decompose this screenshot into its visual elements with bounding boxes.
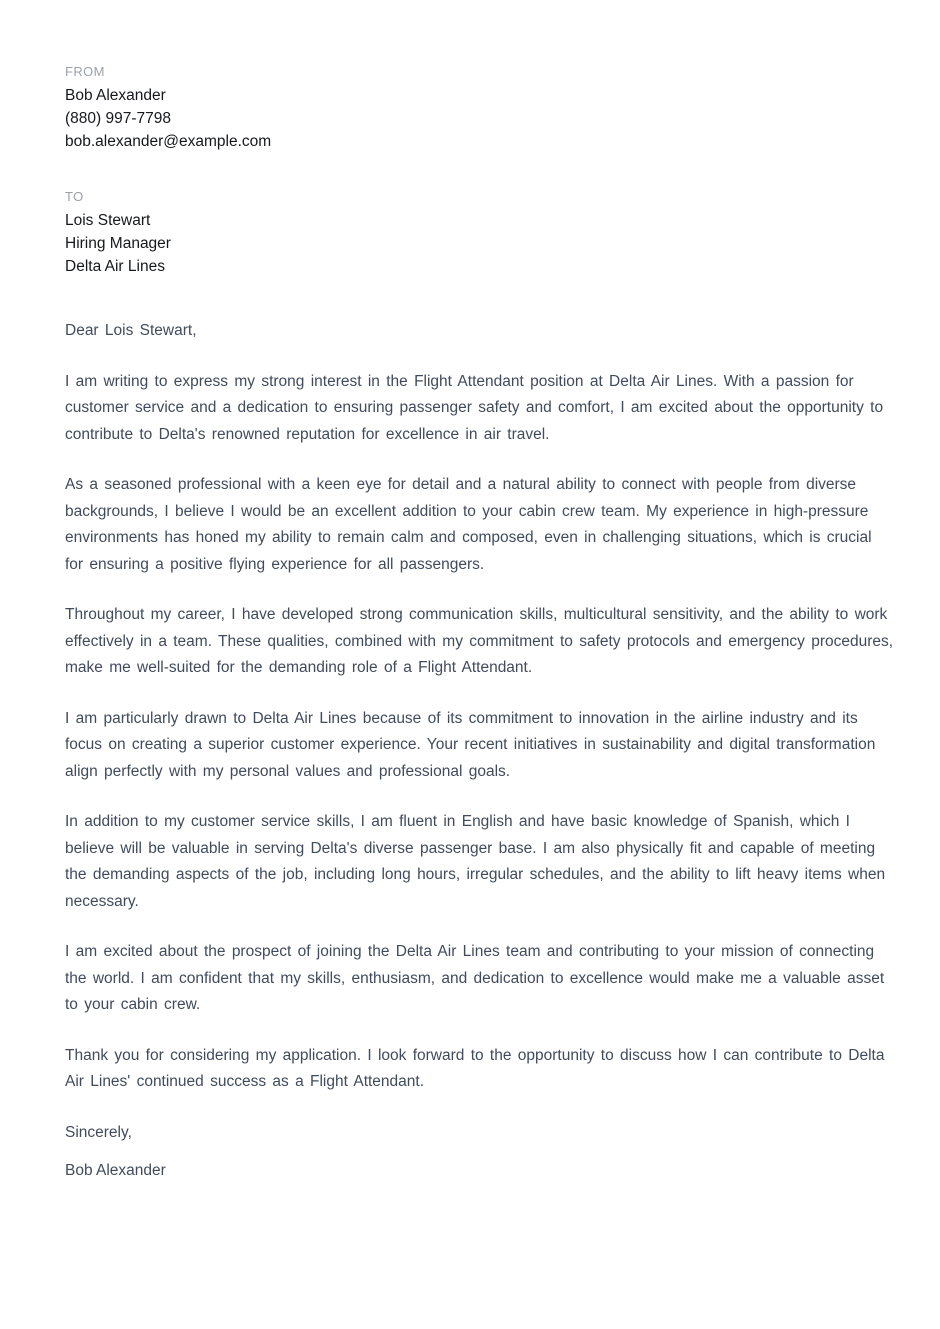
letter-paragraph: Throughout my career, I have developed strong communication skills, multicultural sensitivity, and the ability to work effectively in a team. These qualities, combined with my commitment to safety protocols and emergency procedures, make me well-suited for the demanding role of a Flight Attendant. <box>65 606 894 676</box>
letter-paragraph: I am writing to express my strong interest in the Flight Attendant position at Delta Air Lines. With a passion for customer service and a dedication to ensuring passenger safety and comfort, I am excited about the opportunity to contribute to Delta's renowned reputation for excellence in air travel. <box>65 372 884 443</box>
recipient-title: Hiring Manager <box>65 235 171 252</box>
salutation: Dear Lois Stewart, <box>65 322 197 339</box>
letter-paragraph: Thank you for considering my application. I look forward to the opportunity to discuss how I can contribute to Delta Air Lines' continued success as a Flight Attendant. <box>65 1046 885 1090</box>
to-label: TO <box>65 189 84 204</box>
sender-block <box>65 64 895 153</box>
sender-email: bob.alexander@example.com <box>65 133 272 150</box>
letter-paragraph: In addition to my customer service skills, I am fluent in English and have basic knowledge of Spanish, which I believe will be valuable in serving Delta's diverse passenger base. I am also physically fit and capable of meeting the demanding aspects of the job, including long hours, irregular schedules, and the ability to lift heavy items when necessary. <box>65 813 886 910</box>
letter-paragraph: As a seasoned professional with a keen eye for detail and a natural ability to connect with people from diverse backgrounds, I believe I would be an excellent addition to your cabin crew team. My experience in high-pressure environments has honed my ability to remain calm and composed, even in challenging situations, which is crucial for ensuring a positive flying experience for all passengers. <box>65 476 872 573</box>
sender-phone: (880) 997-7798 <box>65 110 171 127</box>
recipient-company: Delta Air Lines <box>65 258 165 275</box>
recipient-block <box>65 189 895 278</box>
recipient-name: Lois Stewart <box>65 212 151 229</box>
signature-name: Bob Alexander <box>65 1162 166 1179</box>
sender-name: Bob Alexander <box>65 87 166 104</box>
letter-paragraph: I am particularly drawn to Delta Air Lines because of its commitment to innovation in the airline industry and its focus on creating a superior customer experience. Your recent initiatives in sustainability and digital transformation align perfectly with my personal values and professional goals. <box>65 709 876 780</box>
letter-paragraph: I am excited about the prospect of joining the Delta Air Lines team and contributing to your mission of connecting the world. I am confident that my skills, enthusiasm, and dedication to excellence would make me a valuable asset to your cabin crew. <box>65 943 885 1013</box>
from-label: FROM <box>65 64 105 79</box>
closing: Sincerely, <box>65 1123 132 1141</box>
